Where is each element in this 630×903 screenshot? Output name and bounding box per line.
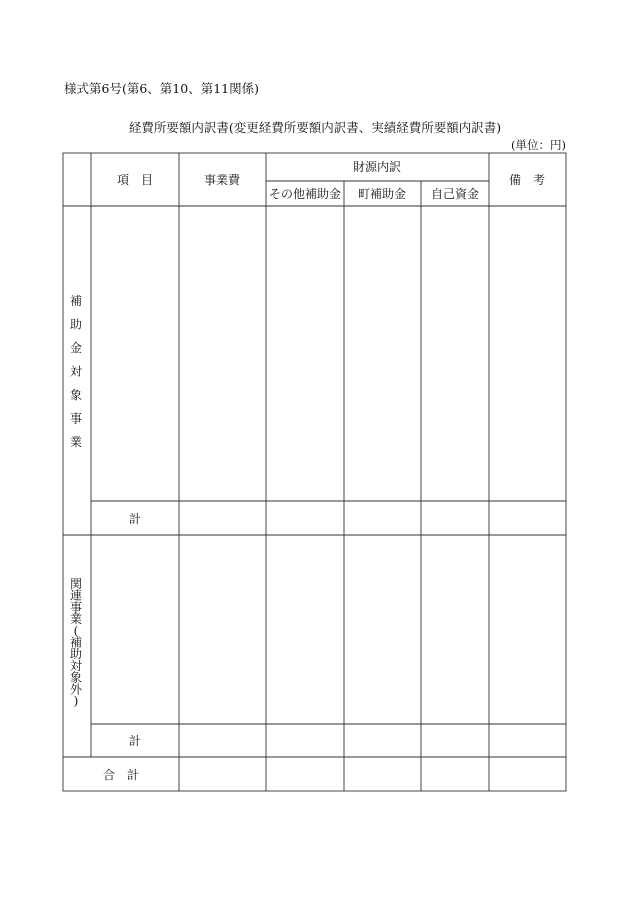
header-remarks: 備 考 [508, 173, 546, 187]
section-subsidized-char: 事 [69, 411, 83, 426]
section-subsidized-char: 補 [69, 294, 83, 308]
header-project-cost: 事業費 [203, 173, 241, 187]
section-related-char: 事 [69, 600, 83, 615]
section-related-char: 関 [69, 577, 83, 591]
header-own-funds: 自己資金 [430, 187, 480, 201]
section-related-char: 連 [69, 588, 83, 603]
section-related-char: 対 [69, 658, 83, 673]
grand-total: 合 計 [102, 768, 140, 782]
section-subsidized-label [70, 293, 82, 449]
header-other-subsidy: その他補助金 [268, 187, 342, 201]
section-related-char: 象 [69, 670, 83, 685]
section-subsidized-char: 業 [69, 435, 83, 449]
section-subsidized-char: 助 [69, 317, 83, 332]
section-related-char: 業 [69, 612, 83, 627]
unit-label: (単位：円) [511, 138, 566, 152]
section-related-char: ) [73, 694, 79, 708]
section-related-label [70, 577, 83, 708]
section-related-char: 外 [69, 682, 83, 697]
form-number-label: 様式第6号(第6、第10、第11関係) [64, 81, 259, 96]
section-related-char: ( [73, 623, 79, 638]
subtotal-related: 計 [128, 734, 142, 748]
section-subsidized-char: 対 [69, 364, 83, 379]
section-subsidized-char: 金 [69, 341, 83, 355]
section-related-char: 補 [69, 635, 83, 650]
section-related-char: 助 [69, 647, 83, 662]
document-title: 経費所要額内訳書(変更経費所要額内訳書、実績経費所要額内訳書) [128, 120, 502, 135]
table-border [63, 153, 566, 791]
section-subsidized-char: 象 [69, 388, 83, 402]
header-town-subsidy: 町補助金 [357, 187, 407, 201]
header-item: 項 目 [116, 173, 154, 187]
subtotal-subsidized: 計 [128, 512, 142, 526]
header-funding-breakdown: 財源内訳 [352, 160, 402, 174]
